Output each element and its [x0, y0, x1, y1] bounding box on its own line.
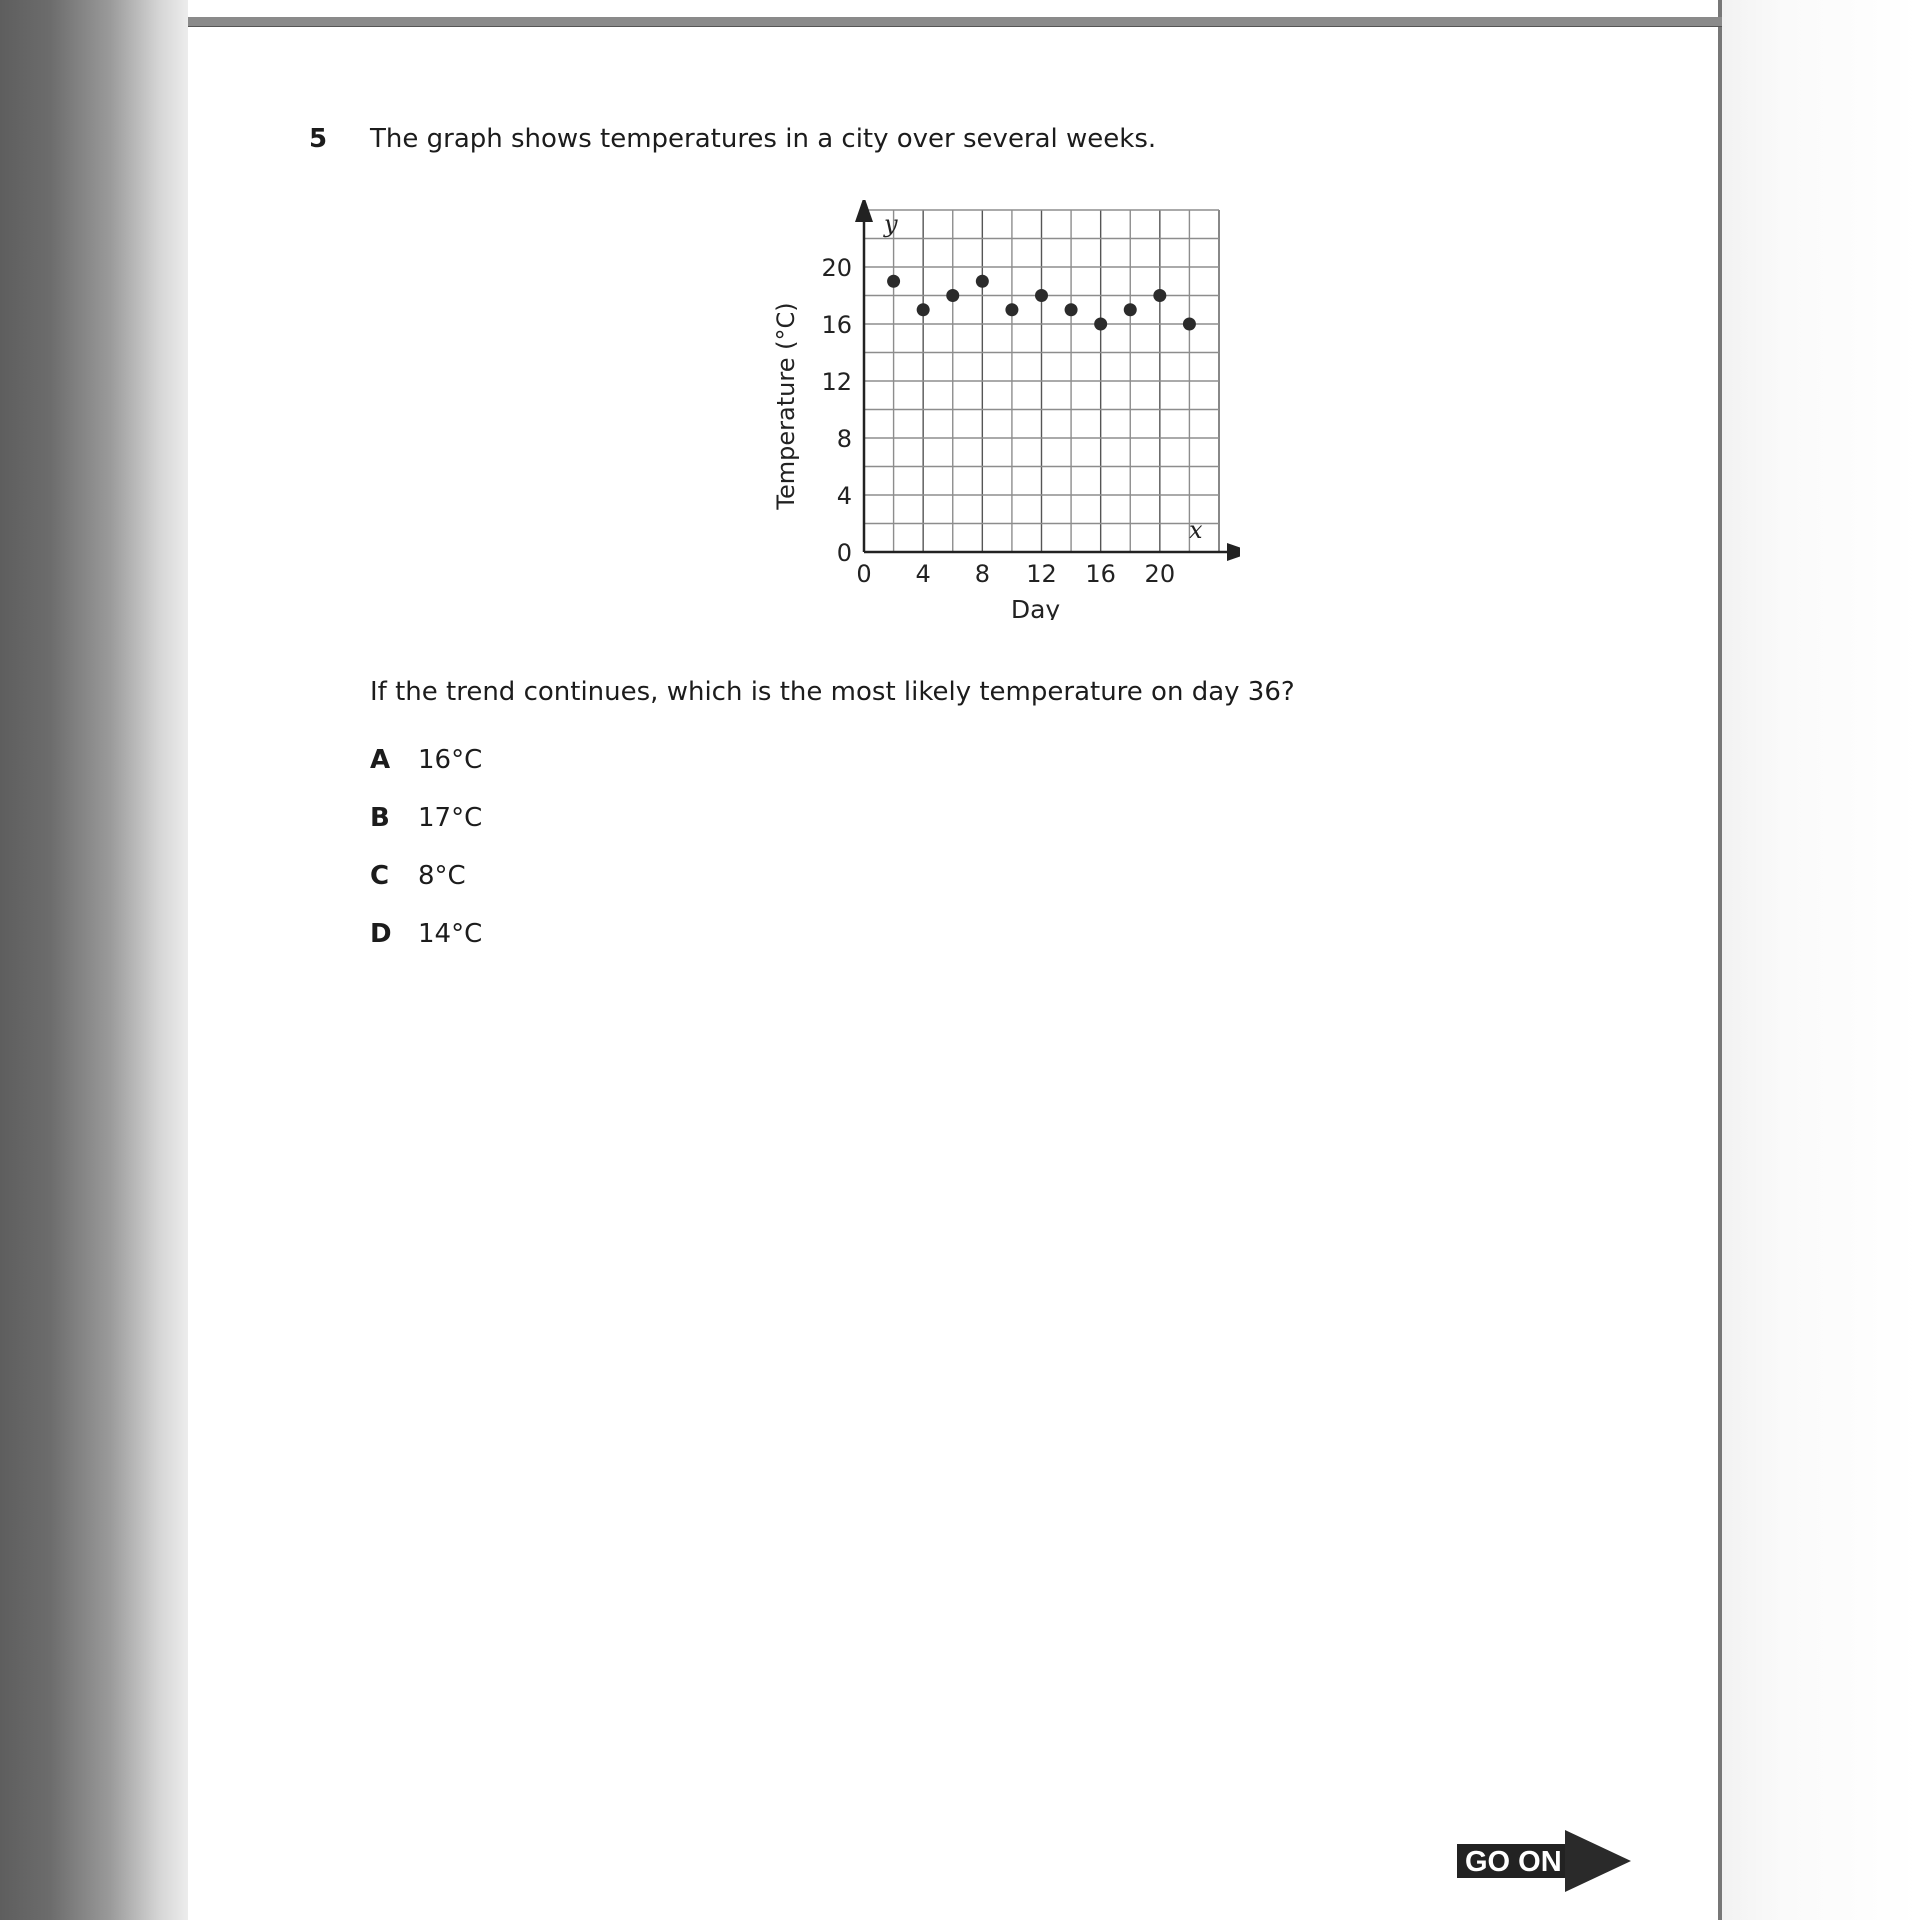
- go-on-indicator: [1455, 1828, 1635, 1896]
- data-point: [1153, 289, 1166, 302]
- arrow-right-icon: [1565, 1830, 1631, 1892]
- y-axis-arrow-icon: [855, 200, 873, 222]
- y-tick-label: 0: [836, 539, 852, 567]
- data-point: [1183, 318, 1196, 331]
- go-on-label: GO ON: [1465, 1846, 1562, 1878]
- x-axis-arrow-icon: [1227, 543, 1240, 561]
- data-point: [1005, 303, 1018, 316]
- choice-text: 8°C: [418, 861, 466, 891]
- background-edge: [1722, 0, 1920, 1920]
- x-tick-label: 20: [1144, 560, 1176, 588]
- choice-text: 16°C: [418, 745, 483, 775]
- choice-text: 14°C: [418, 919, 483, 949]
- y-tick-label: 16: [821, 311, 852, 339]
- question-text: The graph shows temperatures in a city over several weeks.: [370, 124, 1157, 154]
- question-number: 5: [309, 124, 328, 154]
- x-tick-label: 12: [1026, 560, 1057, 588]
- choice-d[interactable]: [370, 919, 482, 949]
- choice-a[interactable]: [370, 745, 482, 775]
- choice-c[interactable]: [370, 861, 466, 891]
- top-rule: [188, 17, 1722, 27]
- x-axis-letter: x: [1189, 516, 1203, 544]
- x-tick-label: 4: [915, 560, 931, 588]
- data-point: [946, 289, 959, 302]
- data-point: [1035, 289, 1048, 302]
- data-point: [887, 275, 900, 288]
- question-prompt: If the trend continues, which is the most likely temperature on day 36?: [370, 677, 1295, 707]
- data-point: [1065, 303, 1078, 316]
- y-axis-letter: y: [884, 210, 898, 238]
- temperature-chart: [760, 200, 1240, 624]
- x-axis-label: Day: [1010, 595, 1061, 620]
- y-tick-label: 12: [821, 368, 852, 396]
- choice-letter: D: [370, 919, 392, 949]
- x-tick-label: 8: [974, 560, 990, 588]
- data-point: [1094, 318, 1107, 331]
- y-tick-label: 20: [821, 254, 852, 282]
- choice-letter: C: [370, 861, 390, 891]
- choice-letter: B: [370, 803, 390, 833]
- choice-text: 17°C: [418, 803, 483, 833]
- data-point: [1124, 303, 1137, 316]
- binding-shadow: [0, 0, 200, 1920]
- x-tick-label: 16: [1085, 560, 1116, 588]
- choice-letter: A: [370, 745, 391, 775]
- y-tick-label: 4: [836, 482, 852, 510]
- y-tick-label: 8: [836, 425, 852, 453]
- data-point: [917, 303, 930, 316]
- y-axis-label: Temperature (°C): [772, 302, 800, 510]
- choice-b[interactable]: [370, 803, 482, 833]
- chart-svg: [760, 200, 1240, 620]
- data-point: [976, 275, 989, 288]
- x-tick-label: 0: [856, 560, 872, 588]
